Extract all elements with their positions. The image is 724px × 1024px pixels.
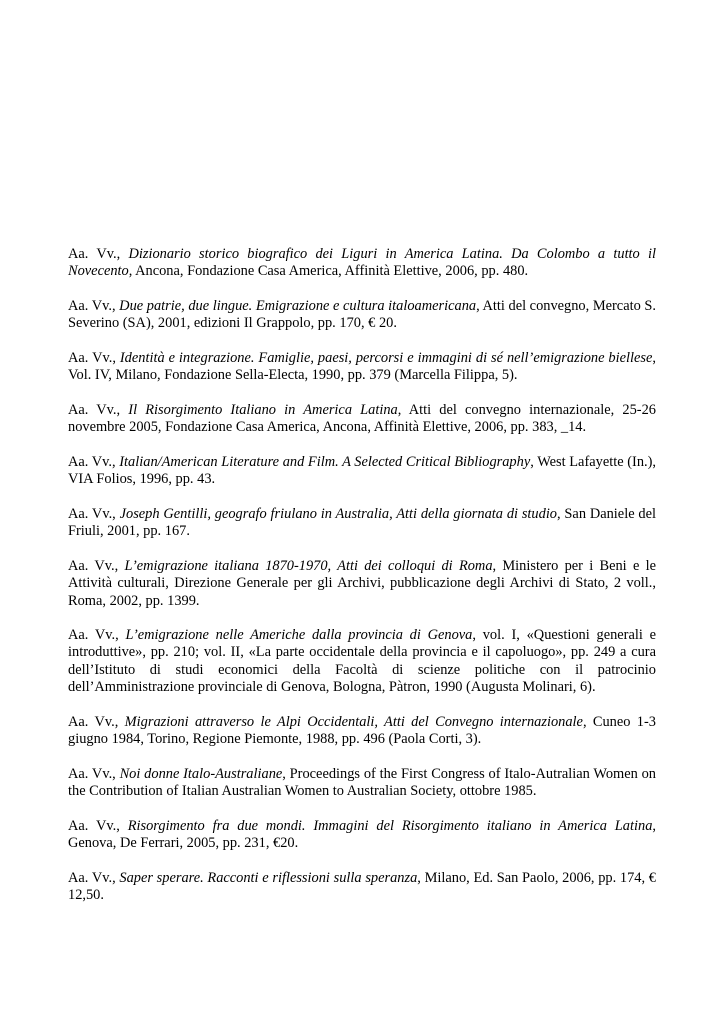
entry-details: , Ministero per i Beni e le Attività culturali, Direzione Generale per gli Archivi, pubblicazione degli Archivi di Stato, 2 voll., Roma, 2002, pp. 1399. [68, 557, 656, 609]
entry-author: Aa. Vv., [68, 817, 128, 834]
entry-author: Aa. Vv., [68, 557, 125, 574]
entry-author: Aa. Vv., [68, 505, 120, 522]
entry-title: Il Risorgimento Italiano in America Latina [128, 401, 398, 418]
bibliography-entry [68, 766, 656, 801]
entry-author: Aa. Vv., [68, 713, 125, 730]
entry-author: Aa. Vv., [68, 627, 126, 644]
bibliography-entry [68, 558, 656, 610]
entry-author: Aa. Vv., [68, 765, 120, 782]
entry-title: Risorgimento fra due mondi. Immagini del Risorgimento italiano in America Latina [127, 817, 653, 834]
entry-title: L’emigrazione nelle Americhe dalla provincia di Genova [125, 627, 473, 644]
entry-title: L’emigrazione italiana 1870-1970, Atti dei colloqui di Roma [124, 557, 493, 574]
entry-title: Joseph Gentilli, geografo friulano in Australia, Atti della giornata di studio [119, 505, 558, 522]
entry-details: , West Lafayette (In.), VIA Folios, 1996, pp. 43. [68, 453, 656, 488]
bibliography-entry [68, 506, 656, 541]
bibliography-entry [68, 402, 656, 437]
entry-author: Aa. Vv., [68, 401, 129, 418]
entry-author: Aa. Vv., [68, 246, 129, 262]
entry-author: Aa. Vv., [68, 297, 120, 314]
entry-author: Aa. Vv., [68, 869, 120, 886]
bibliography-entry [68, 714, 656, 749]
entry-details: , Genova, De Ferrari, 2005, pp. 231, €20. [68, 817, 656, 852]
entry-title: Saper sperare. Racconti e riflessioni sulla speranza [119, 869, 418, 886]
entry-author: Aa. Vv., [68, 453, 120, 470]
bibliography-entry [68, 298, 656, 333]
entry-author: Aa. Vv., [68, 349, 120, 366]
entry-details: , Cuneo 1-3 giugno 1984, Torino, Regione Piemonte, 1988, pp. 496 (Paola Corti, 3). [68, 713, 656, 748]
entry-details: , Atti del convegno, Mercato S. Severino (SA), 2001, edizioni Il Grappolo, pp. 170, € 20. [68, 297, 656, 332]
entry-details: , Vol. IV, Milano, Fondazione Sella-Electa, 1990, pp. 379 (Marcella Filippa, 5). [68, 349, 656, 384]
entry-title: Identità e integrazione. Famiglie, paesi, percorsi e immagini di sé nell’emigrazione biellese [119, 349, 653, 366]
entry-details: , Milano, Ed. San Paolo, 2006, pp. 174, € 12,50. [68, 869, 657, 904]
entry-title: Due patrie, due lingue. Emigrazione e cultura italoamericana [119, 297, 477, 314]
entry-title: Noi donne Italo-Australiane [119, 765, 283, 782]
entry-title: Italian/American Literature and Film. A Selected Critical Bibliography [119, 453, 531, 470]
bibliography-entry [68, 818, 656, 853]
entry-details: , San Daniele del Friuli, 2001, pp. 167. [68, 505, 656, 540]
bibliography-list [68, 246, 656, 904]
entry-details: , vol. I, «Questioni generali e introduttive», pp. 210; vol. II, «La parte occidentale della provincia e il capoluogo», pp. 249 a cura dell’Istituto di studi economici della Facoltà di scienze politiche con il patrocinio dell’Amministrazione provinciale di Genova, Bologna, Pàtron, 1990 (Augusta Molinari, 6). [68, 627, 656, 696]
bibliography-entry [68, 350, 656, 385]
bibliography-entry [68, 454, 656, 489]
bibliography-entry [68, 627, 656, 696]
entry-details: , Proceedings of the First Congress of Italo-Autralian Women on the Contribution of Italian Australian Women to Australian Society, ottobre 1985. [68, 765, 656, 800]
bibliography-entry [68, 246, 656, 281]
bibliography-entry [68, 870, 656, 905]
entry-title: Migrazioni attraverso le Alpi Occidentali, Atti del Convegno internazionale [124, 713, 583, 730]
entry-title: Dizionario storico biografico dei Liguri in America Latina. Da Colombo a tutto il Novecento [68, 246, 656, 280]
entry-details: , Atti del convegno internazionale, 25-26 novembre 2005, Fondazione Casa America, Ancona, Affinità Elettive, 2006, pp. 383, _14. [68, 401, 656, 436]
entry-details: , Ancona, Fondazione Casa America, Affinità Elettive, 2006, pp. 480. [128, 263, 529, 280]
